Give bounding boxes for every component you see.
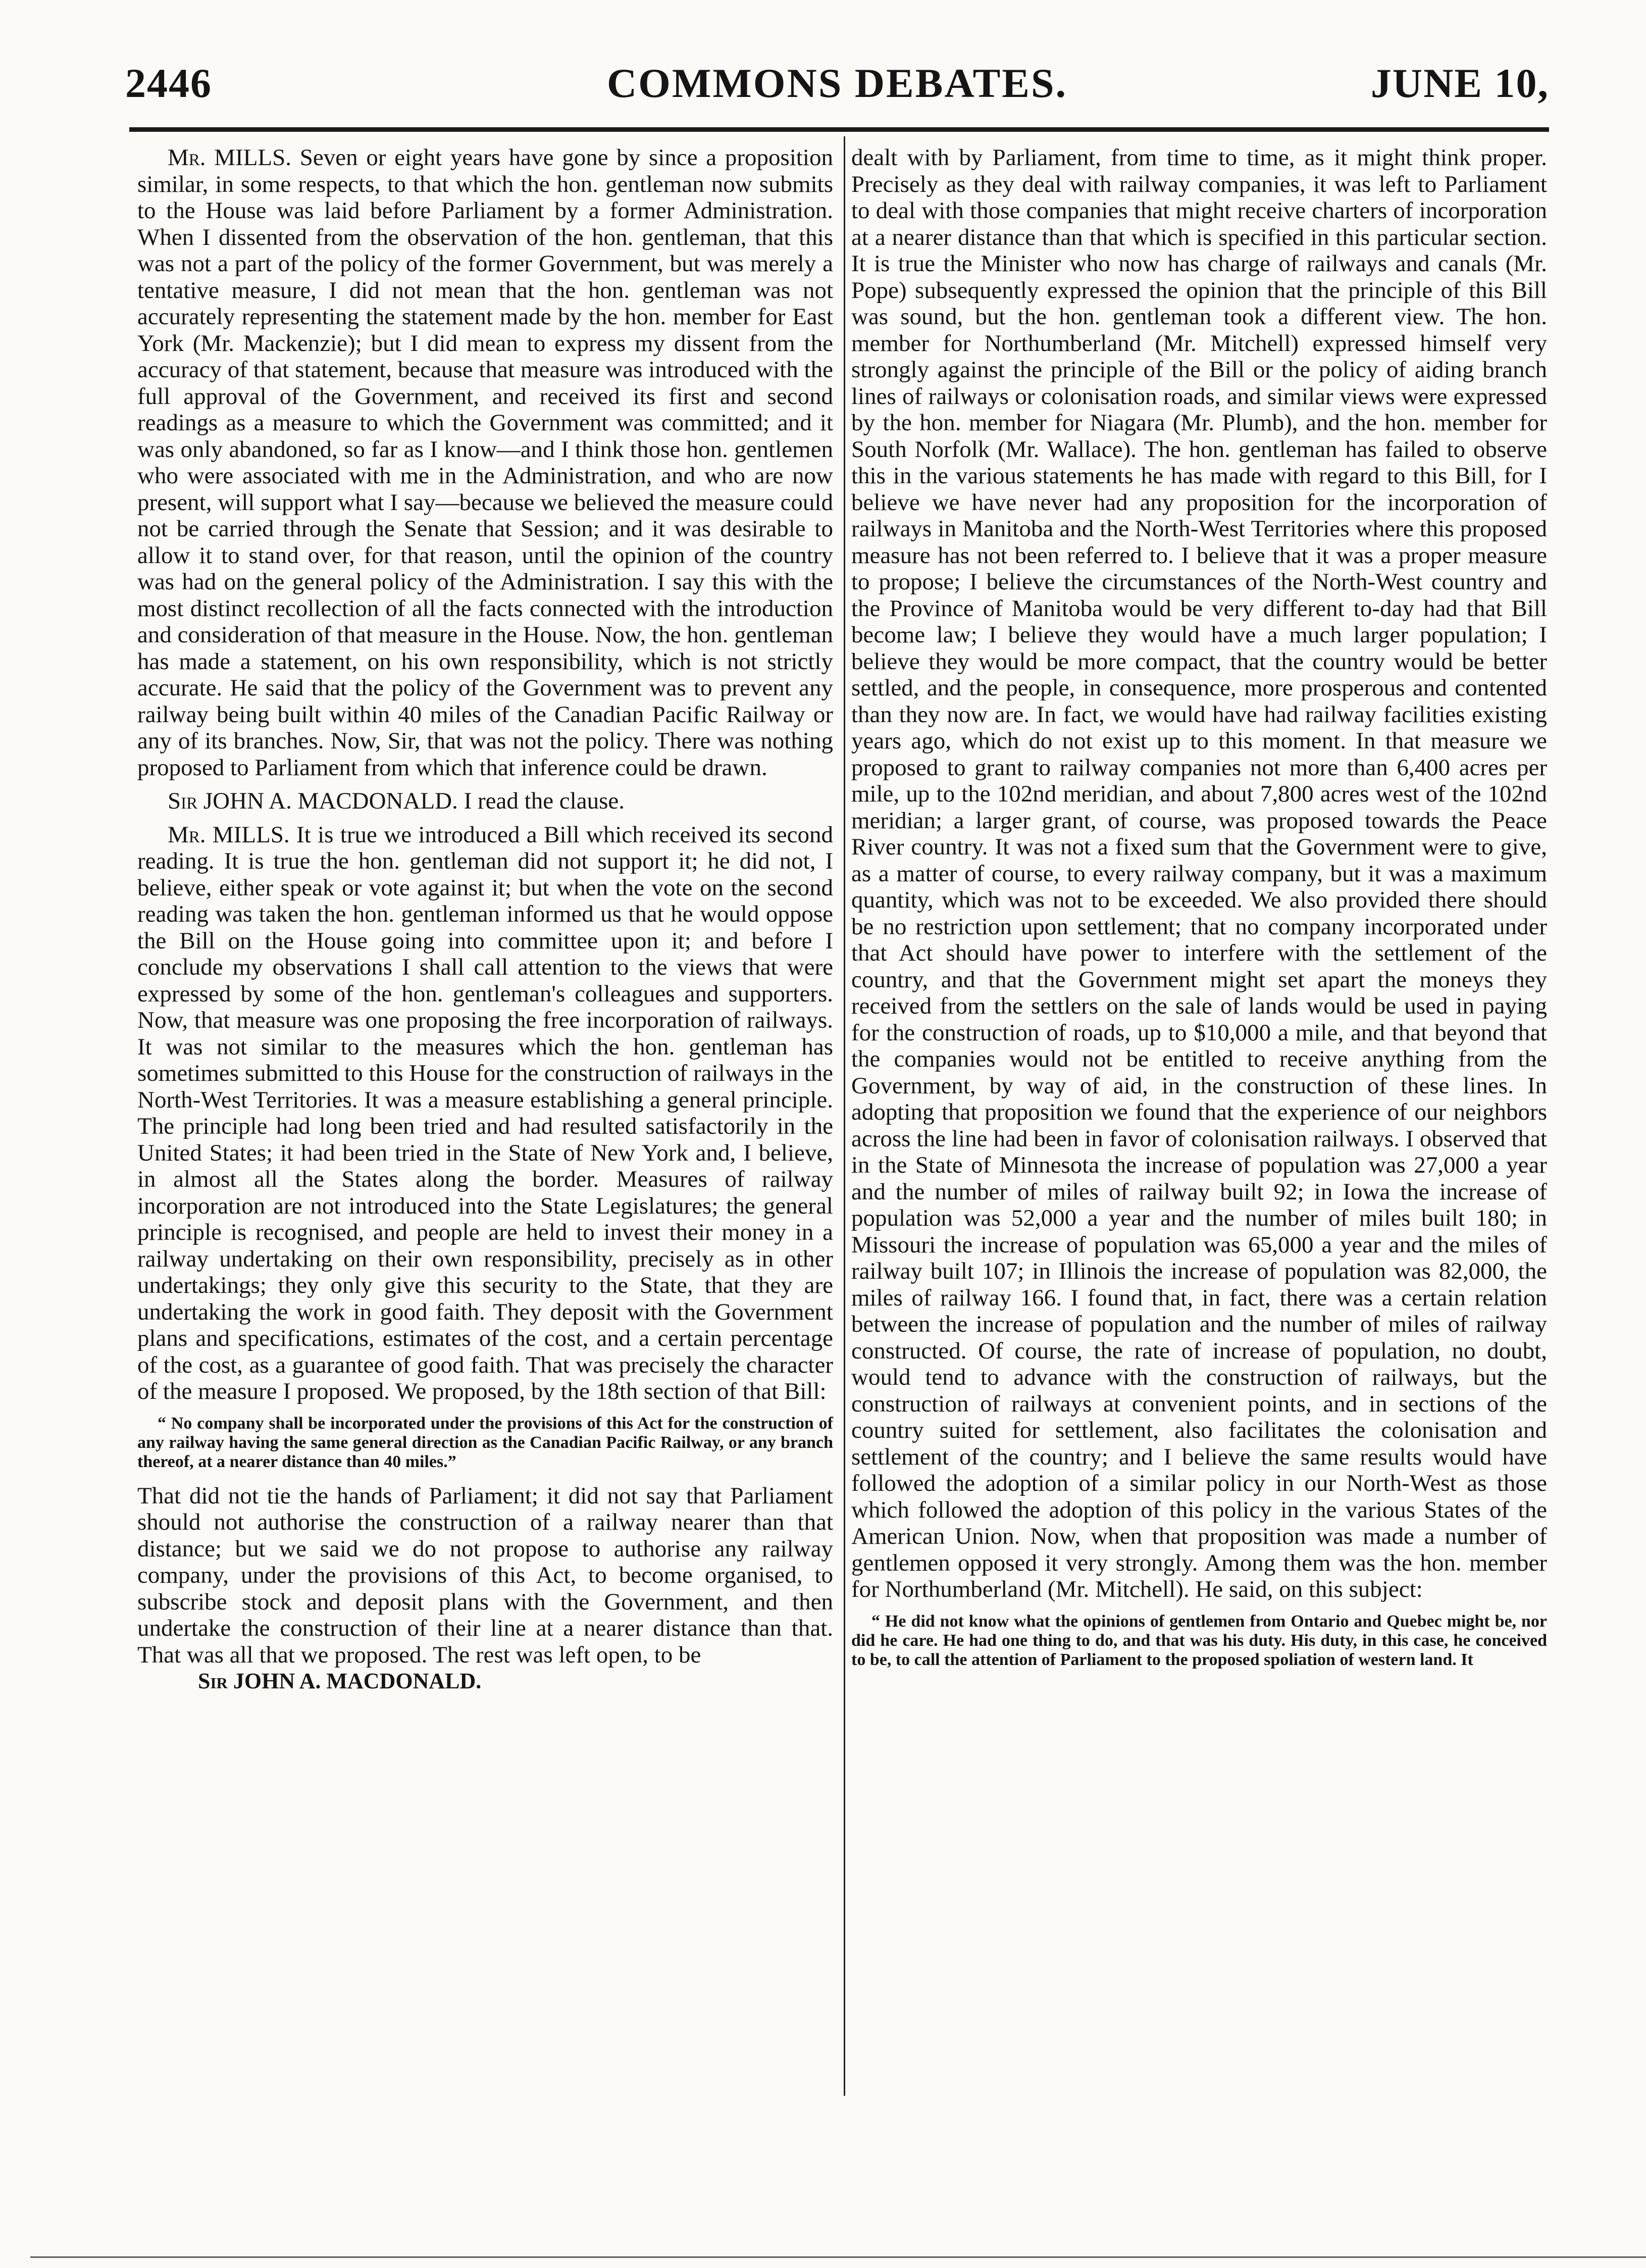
paragraph: dealt with by Parliament, from time to time, as it might think proper. Precisely as they deal with railway companies, it was left to Parliament to deal with those companies that might receive charters of incorporation at a nearer distance than that which is specified in this particular section. It is true the Minister who now has charge of railways and canals (Mr. Pope) subsequently expressed the opinion that the principle of this Bill was sound, but the hon. gentleman took a different view. The hon. member for Northumberland (Mr. Mitchell) expressed himself very strongly against the principle of the Bill or the policy of aiding branch lines of railways or colonisation roads, and similar views were expressed by the hon. member for Niagara (Mr. Plumb), and the hon. member for South Norfolk (Mr. Wallace). The hon. gentleman has failed to observe this in the various statements he has made with regard to this Bill, for I believe we have never had any proposition for the incorporation of railways in Manitoba and the North-West Territories where this proposed measure has not been referred to. I believe that it was a proper measure to propose; I believe the circumstances of the North-West country and the Province of Manitoba would be very different to-day had that Bill become law; I believe they would have a much larger population; I believe they would be more compact, that the country would be better settled, and the people, in consequence, more prosperous and contented than they now are. In fact, we would have had railway facilities existing years ago, which do not exist up to this moment. In that measure we proposed to grant to railway companies not more than 6,400 acres per mile, up to the 102nd meridian, and about 7,800 acres west of the 102nd meridian; a larger grant, of course, was proposed towards the Peace River country. It was not a fixed sum that the Government were to give, as a matter of course, to every railway company, but it was a maximum quantity, which was not to be exceeded. We also provided there should be no restriction upon settlement; that no company incorporated under that Act should have power to interfere with the settlement of the country, and that the Government might set apart the moneys they received from the settlers on the sale of lands would be used in paying for the construction of roads, up to $10,000 a mile, and that beyond that the companies would not be entitled to receive anything from the Government, by way of aid, in the construction of these lines. In adopting that proposition we found that the experience of our neighbors across the line had been in favor of colonisation railways. I observed that in the State of Minnesota the increase of population was 27,000 a year and the number of miles of railway built 92; in Iowa the increase of population was 52,000 a year and the number of miles built 180; in Missouri the increase of population was 65,000 a year and the miles of railway built 107; in Illinois the increase of population was 82,000, the miles of railway 166. I found that, in fact, there was a certain relation between the increase of population and the number of miles of railway constructed. Of course, the rate of increase of population, no doubt, would tend to advance with the construction of railways, but the construction of railways at convenient points, and in sections of the country suited for settlement, also facilitates the colonisation and settlement of the country; and I believe the same results would have followed the adoption of a similar policy in our North-West as those which followed the adoption of this policy in the various States of the American Union. Now, when that proposition was made a number of gentlemen opposed it very strongly. Among them was the hon. member for Northumberland (Mr. Mitchell). He said, on this subject:	[851, 144, 1547, 1602]
page-date: JUNE 10,	[1370, 60, 1549, 106]
page-header	[125, 60, 1549, 125]
column-divider	[844, 136, 845, 2096]
page-number: 2446	[125, 60, 212, 106]
speech-text: It is true we introduced a Bill which received its second reading. It is true the hon. gentleman did not support it; he did not, I believe, either speak or vote against it; but when the vote on the second reading was taken the hon. gentleman informed us that he would oppose the Bill on the House going into committee upon it; and before I conclude my observations I shall call attention to the views that were expressed by some of the hon. gentleman's colleagues and supporters. Now, that measure was one proposing the free incorporation of railways. It was not similar to the measures which the hon. gentleman has sometimes submitted to this House for the construction of railways in the North-West Territories. It was a measure establishing a general principle. The principle had long been tried and had resulted satisfactorily in the United States; it had been tried in the State of New York and, I believe, in almost all the States along the border. Measures of railway incorporation are not introduced into the State Legislatures; the general principle is recognised, and people are held to invest their money in a railway undertaking on their own responsibility, precisely as in other undertakings; they only give this security to the State, that they are undertaking the work in good faith. They deposit with the Government plans and specifications, estimates of the cost, and a certain percentage of the cost, as a guarantee of good faith. That was precisely the character of the measure I proposed. We proposed, by the 18th section of that Bill:	[137, 821, 833, 1404]
speaker-name: Sir JOHN A. MACDONALD.	[168, 788, 458, 814]
header-rule	[129, 127, 1549, 132]
page-title: COMMONS DEBATES.	[606, 60, 1068, 106]
speech-text: I read the clause.	[457, 788, 625, 814]
left-column	[137, 144, 833, 1695]
paragraph: That did not tie the hands of Parliament; it did not say that Parliament should not authorise the construction of a railway nearer than that distance; but we said we do not propose to authorise any railway company, under the provisions of this Act, to become organised, to subscribe stock and deposit plans with the Government, and then undertake the construction of their line at a nearer distance than that. That was all that we proposed. The rest was left open, to be	[137, 1482, 833, 1668]
right-column	[851, 144, 1547, 1681]
block-quote: “ No company shall be incorporated under the provisions of this Act for the construction of any railway having the same general direction as the Canadian Pacific Railway, or any branch thereof, at a nearer distance than 40 miles.”	[137, 1414, 833, 1471]
block-quote: “ He did not know what the opinions of gentlemen from Ontario and Quebec might be, nor did he care. He had one thing to do, and that was his duty. His duty, in this case, he conceived to be, to call the attention of Parliament to the proposed spoliation of western land. It	[851, 1611, 1547, 1669]
speech-text: Seven or eight years have gone by since a proposition similar, in some respects, to that which the hon. gentleman now submits to the House was laid before Parliament by a former Administration. When I dissented from the observation of the hon. gentleman, that this was not a part of the policy of the former Government, but was merely a tentative measure, I did not mean that the hon. gentleman was not accurately representing the statement made by the hon. member for East York (Mr. Mackenzie); but I did mean to express my dissent from the accuracy of that statement, because that measure was introduced with the full approval of the Government, and received its first and second readings as a measure to which the Government was committed; and it was only abandoned, so far as I know—and I think those hon. gentlemen who were associated with me in the Administration, and who are now present, will support what I say—because we believed the measure could not be carried through the Senate that Session; and it was desirable to allow it to stand over, for that reason, until the opinion of the country was had on the general policy of the Administration. I say this with the most distinct recollection of all the facts connected with the introduction and consideration of that measure in the House. Now, the hon. gentleman has made a statement, on his own responsibility, which is not strictly accurate. He said that the policy of the Government was to prevent any railway being built within 40 miles of the Canadian Pacific Railway or any of its branches. Now, Sir, that was not the policy. There was nothing proposed to Parliament from which that inference could be drawn.	[137, 144, 833, 781]
paragraph	[137, 788, 833, 815]
speaker-name: Mr. MILLS.	[168, 821, 290, 848]
paragraph	[137, 822, 833, 1405]
speaker-name: Mr. MILLS.	[168, 144, 292, 171]
bottom-rule	[30, 2256, 1646, 2258]
paragraph	[137, 144, 833, 781]
running-signature: Sir JOHN A. MACDONALD.	[198, 1669, 482, 1693]
